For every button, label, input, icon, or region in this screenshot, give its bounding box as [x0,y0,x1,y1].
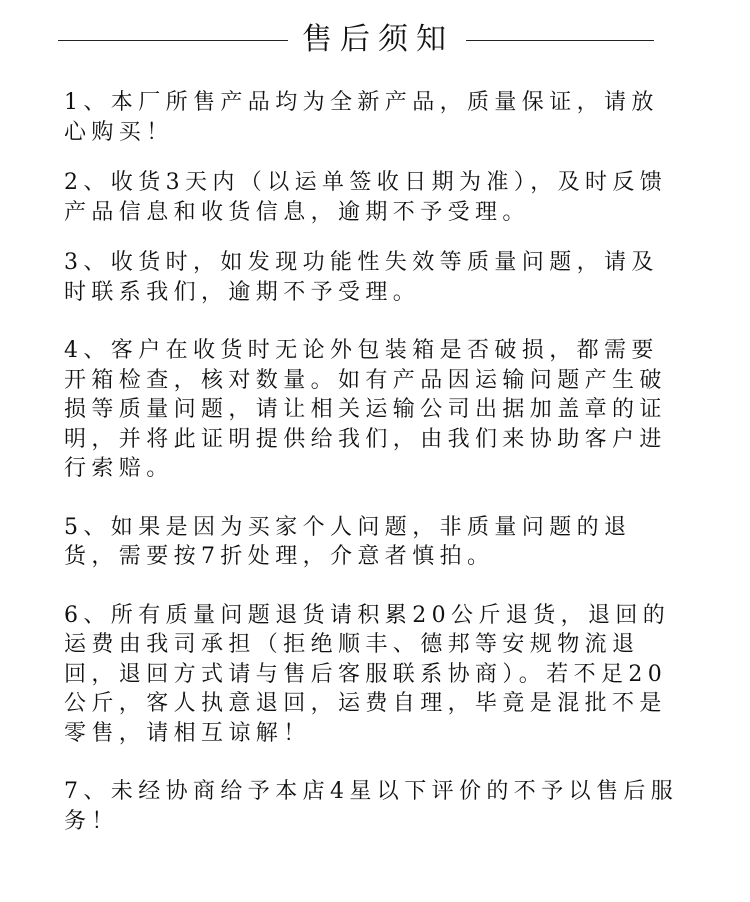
title-divider-left [58,40,288,41]
notice-item-5: 5、如果是因为买家个人问题，非质量问题的退货，需要按7折处理，介意者慎拍。 [64,514,632,569]
notice-item-7: 7、未经协商给予本店4星以下评价的不予以售后服务！ [64,779,679,834]
title-row [0,18,750,62]
title-divider-right [466,40,654,41]
notice-item-1: 1、本厂所售产品均为全新产品，质量保证，请放心购买！ [64,90,659,145]
notice-item-2: 2、收货3天内（以运单签收日期为准），及时反馈产品信息和收货信息，逾期不予受理。 [64,170,668,225]
notice-item-3: 3、收货时，如发现功能性失效等质量问题，请及时联系我们，逾期不予受理。 [64,250,659,305]
notice-item-4: 4、客户在收货时无论外包装箱是否破损，都需要开箱检查，核对数量。如有产品因运输问题产生破损等质量问题，请让相关运输公司出据加盖章的证明，并将此证明提供给我们，由我们来协助客户进行索赔。 [64,338,667,481]
notice-item-6: 6、所有质量问题退货请积累20公斤退货，退回的运费由我司承担（拒绝顺丰、德邦等安规物流退回，退回方式请与售后客服联系协商）。若不足20公斤，客人执意退回，运费自理，毕竟是混批不是零售，请相互谅解！ [64,602,671,746]
notice-list [64,88,684,857]
page-title: 售后须知 [302,22,454,57]
